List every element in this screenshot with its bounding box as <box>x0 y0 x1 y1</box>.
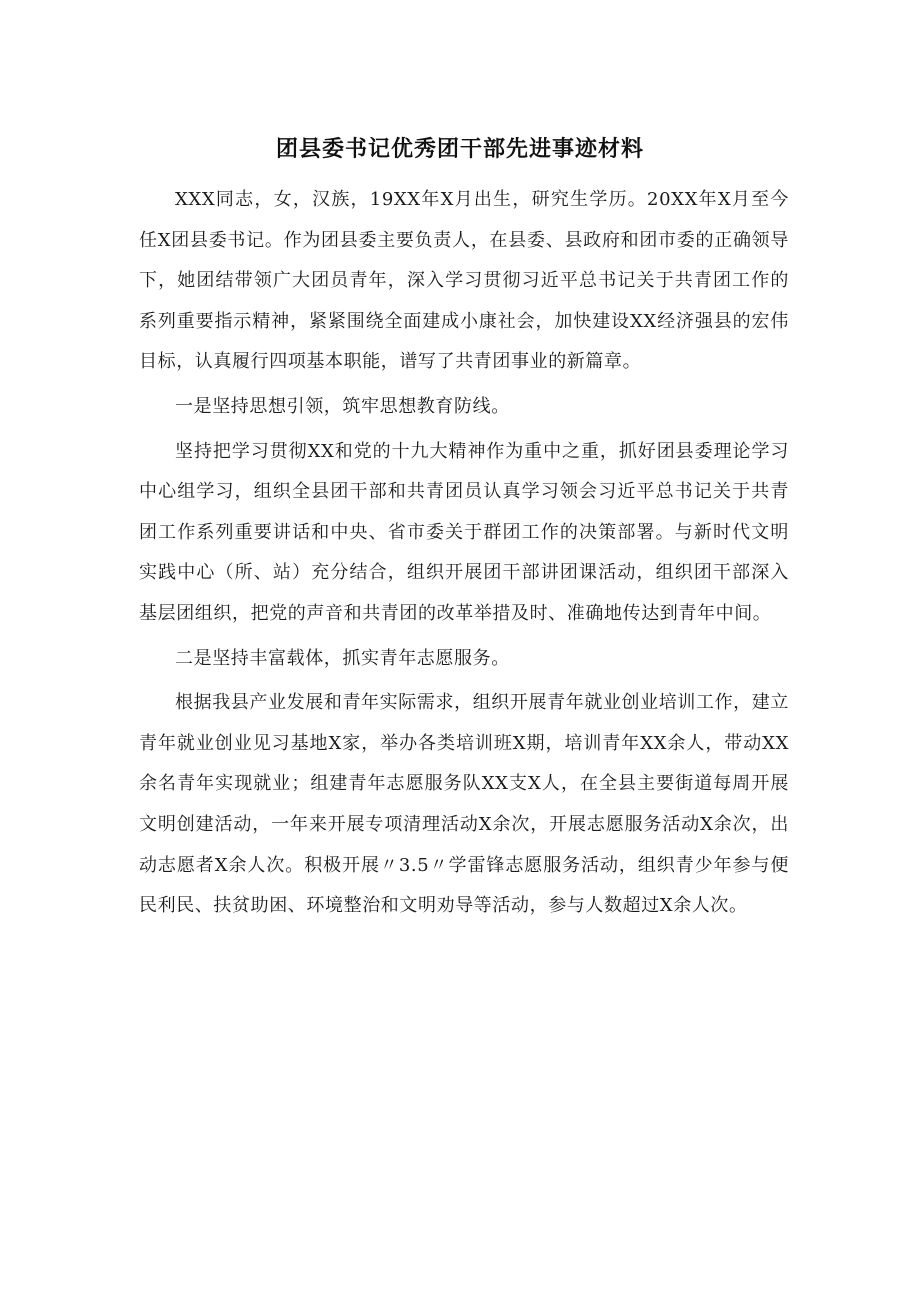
document-title: 团县委书记优秀团干部先进事迹材料 <box>275 136 644 162</box>
document-body <box>139 180 789 927</box>
body-paragraph-intro: XXX同志，女，汉族，19XX年X月出生，研究生学历。20XX年X月至今任X团县委书记。作为团县委主要负责人，在县委、县政府和团市委的正确领导下，她团结带领广大团员青年，深入学习贯彻习近平总书记关于共青团工作的系列重要指示精神，紧紧围绕全面建成小康社会，加快建设XX经济强县的宏伟目标，认真履行四项基本职能，谱写了共青团事业的新篇章。 <box>139 189 789 373</box>
section-heading-1: 一是坚持思想引领，筑牢思想教育防线。 <box>175 395 510 417</box>
body-paragraph-section-2: 根据我县产业发展和青年实际需求，组织开展青年就业创业培训工作，建立青年就业创业见习基地X家，举办各类培训班X期，培训青年XX余人，带动XX余名青年实现就业；组建青年志愿服务队XX支X人，在全县主要街道每周开展文明创建活动，一年来开展专项清理活动X余次，开展志愿服务活动X余次，出动志愿者X余人次。积极开展〃3.5〃学雷锋志愿服务活动，组织青少年参与便民利民、扶贫助困、环境整治和文明劝导等活动，参与人数超过X余人次。 <box>139 692 790 917</box>
body-paragraph-section-1: 坚持把学习贯彻XX和党的十九大精神作为重中之重，抓好团县委理论学习中心组学习，组织全县团干部和共青团员认真学习领会习近平总书记关于共青团工作系列重要讲话和中央、省市委关于群团工作的决策部署。与新时代文明实践中心（所、站）充分结合，组织开展团干部讲团课活动，组织团干部深入基层团组织，把党的声音和共青团的改革举措及时、准确地传达到青年中间。 <box>139 440 789 624</box>
section-heading-2: 二是坚持丰富载体，抓实青年志愿服务。 <box>175 647 510 669</box>
